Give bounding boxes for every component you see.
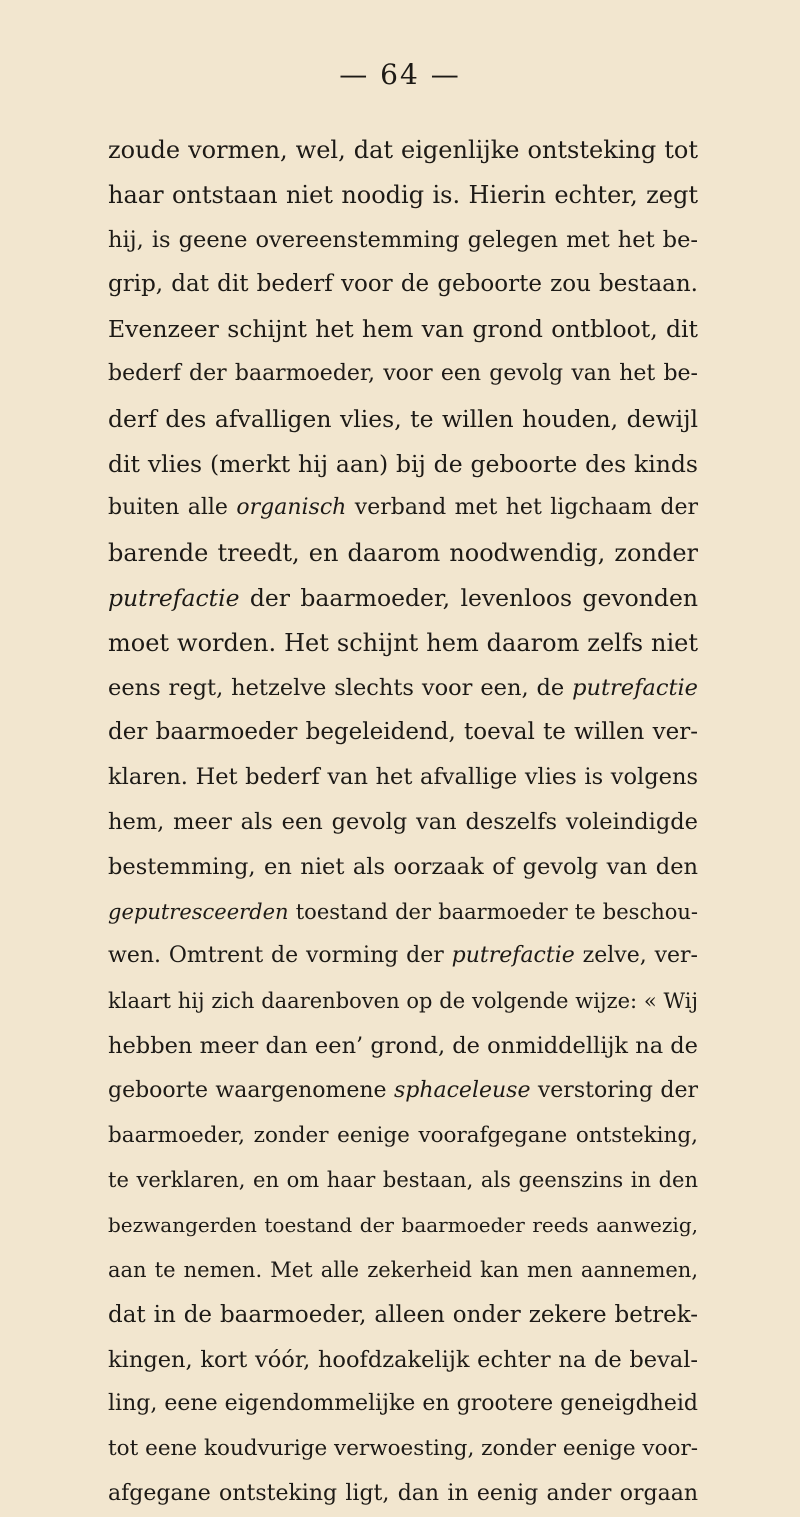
text-line xyxy=(108,1114,698,1159)
italic-term: geputresceerden xyxy=(108,899,289,924)
text-segment: der baarmoeder, levenloos gevonden xyxy=(239,583,698,612)
text-segment: kingen, kort vóór, hoofdzakelijk echter na de beval- xyxy=(108,1346,698,1373)
text-line xyxy=(108,531,698,576)
text-segment: aan te nemen. Met alle zekerheid kan men aannemen, xyxy=(108,1257,698,1282)
text-segment: zoude vormen, wel, dat eigenlijke ontsteking tot xyxy=(108,136,698,164)
text-segment: hem, meer als een gevolg van deszelfs voleindigde xyxy=(108,808,698,835)
text-line xyxy=(108,128,698,173)
text-segment: bezwangerden toestand der baarmoeder reeds aanwezig, xyxy=(108,1213,698,1238)
italic-term: putrefactie xyxy=(108,583,240,612)
text-line xyxy=(108,1427,698,1472)
text-line xyxy=(108,442,698,487)
text-segment: hij, is geene overeenstemming gelegen met het be- xyxy=(108,226,698,253)
text-segment: ling, eene eigendommelijke en grootere geneigdheid xyxy=(108,1391,698,1417)
text-segment: baarmoeder, zonder eenige voorafgegane ontsteking, xyxy=(108,1122,698,1148)
text-line xyxy=(108,397,698,442)
text-line xyxy=(108,1248,698,1293)
text-line xyxy=(108,1069,698,1114)
text-line xyxy=(108,666,698,711)
italic-term: sphaceleuse xyxy=(393,1077,531,1103)
text-line xyxy=(108,934,698,979)
text-line xyxy=(108,800,698,845)
text-line xyxy=(108,1024,698,1069)
text-segment: der baarmoeder begeleidend, toeval te willen ver- xyxy=(108,719,698,746)
text-line xyxy=(108,486,698,531)
text-segment: zelve, ver- xyxy=(574,943,698,969)
text-segment: klaart hij zich daarenboven op de volgende wijze: « Wij xyxy=(108,989,698,1014)
text-segment: toestand der baarmoeder te beschou- xyxy=(288,899,698,924)
text-segment: dit vlies (merkt hij aan) bij de geboorte des kinds xyxy=(108,449,698,478)
text-segment: eens regt, hetzelve slechts voor een, de xyxy=(108,674,573,701)
text-line xyxy=(108,710,698,755)
italic-term: putrefactie xyxy=(451,943,575,969)
text-line xyxy=(108,262,698,307)
text-line xyxy=(108,1338,698,1383)
text-line xyxy=(108,1293,698,1338)
text-line xyxy=(108,1382,698,1427)
text-segment: te verklaren, en om haar bestaan, als geenszins in den xyxy=(108,1168,698,1193)
text-segment: geboorte waargenomene xyxy=(108,1077,394,1103)
text-line xyxy=(108,576,698,621)
text-line xyxy=(108,218,698,263)
text-segment: dat in de baarmoeder, alleen onder zekere betrek- xyxy=(108,1301,698,1328)
text-segment: afgegane ontsteking ligt, dan in eenig ander orgaan xyxy=(108,1480,698,1506)
text-segment: verstoring der xyxy=(530,1077,698,1103)
text-segment: Evenzeer schijnt het hem van grond ontbloot, dit xyxy=(108,315,698,344)
text-line xyxy=(108,173,698,218)
page-number: — 64 — xyxy=(339,58,461,91)
text-line xyxy=(108,1472,698,1517)
text-segment: barende treedt, en daarom noodwendig, zonder xyxy=(108,539,698,568)
text-line xyxy=(108,755,698,800)
text-segment: haar ontstaan niet noodig is. Hierin echter, zegt xyxy=(108,180,698,209)
text-segment: moet worden. Het schijnt hem daarom zelfs niet xyxy=(108,628,698,657)
text-segment: verband met het ligchaam der xyxy=(346,495,699,521)
text-segment: grip, dat dit bederf voor de geboorte zou bestaan. xyxy=(108,271,698,298)
italic-term: organisch xyxy=(236,495,347,521)
text-line xyxy=(108,621,698,666)
text-segment: buiten alle xyxy=(108,495,237,521)
text-line xyxy=(108,979,698,1024)
body-text xyxy=(108,128,698,1517)
text-segment: tot eene koudvurige verwoesting, zonder eenige voor- xyxy=(108,1436,698,1462)
text-line xyxy=(108,352,698,397)
text-line xyxy=(108,890,698,935)
text-line xyxy=(108,1203,698,1248)
text-segment: wen. Omtrent de vorming der xyxy=(108,943,452,969)
text-segment: klaren. Het bederf van het afvallige vlies is volgens xyxy=(108,764,698,791)
text-segment: derf des afvalligen vlies, te willen houden, dewijl xyxy=(108,404,698,433)
text-line xyxy=(108,1158,698,1203)
text-segment: hebben meer dan een’ grond, de onmiddellijk na de xyxy=(108,1032,698,1059)
text-line xyxy=(108,307,698,352)
text-line xyxy=(108,845,698,890)
italic-term: putrefactie xyxy=(572,674,698,701)
text-segment: bestemming, en niet als oorzaak of gevolg van den xyxy=(108,853,698,880)
text-segment: bederf der baarmoeder, voor een gevolg van het be- xyxy=(108,360,698,386)
